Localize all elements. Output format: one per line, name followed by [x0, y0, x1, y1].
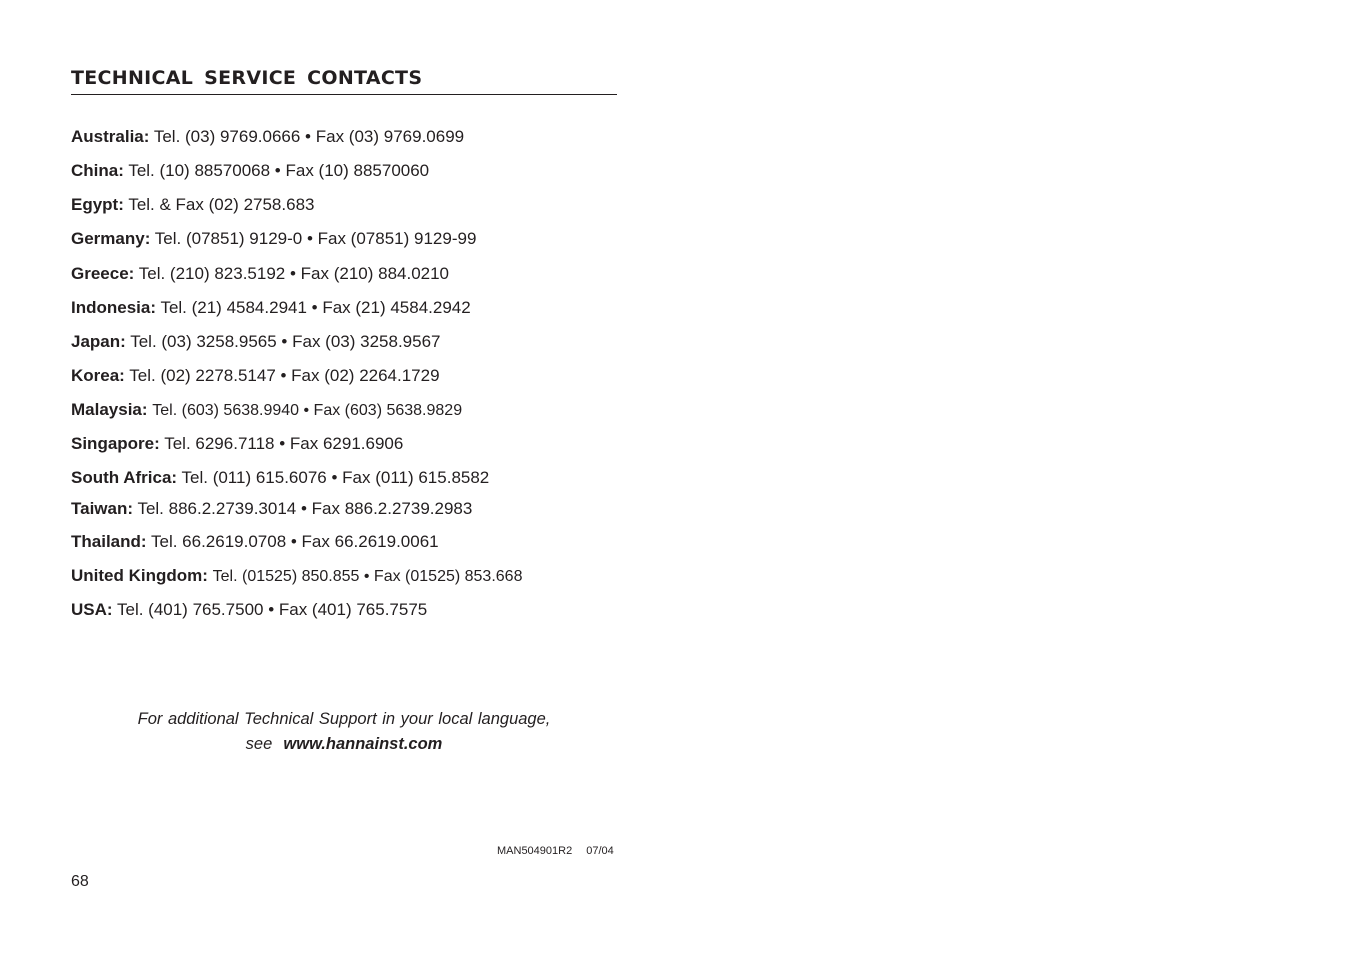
country-label: Australia: [71, 127, 150, 146]
contact-row-taiwan [71, 499, 472, 519]
contact-details: Tel. 66.2619.0708 • Fax 66.2619.0061 [150, 532, 439, 551]
country-label: Thailand: [71, 532, 147, 551]
contact-row-greece [71, 264, 449, 284]
country-label: Indonesia: [71, 298, 157, 317]
website-link[interactable]: www.hannainst.com [283, 735, 443, 753]
contact-row-united-kingdom [71, 566, 522, 587]
country-label: China: [71, 161, 124, 180]
contact-details: Tel. 886.2.2739.3014 • Fax 886.2.2739.2983 [137, 499, 473, 518]
document-code [497, 845, 614, 857]
country-label: Singapore: [71, 434, 160, 453]
contact-details: Tel. & Fax (02) 2758.683 [128, 195, 315, 214]
contact-row-thailand [71, 532, 439, 552]
country-label: Japan: [71, 332, 126, 351]
contact-details: Tel. (03) 9769.0666 • Fax (03) 9769.0699 [153, 127, 465, 146]
support-see: see [245, 735, 273, 753]
page-title: TECHNICAL SERVICE CONTACTS [71, 66, 617, 95]
contact-details: Tel. (07851) 9129-0 • Fax (07851) 9129-99 [154, 229, 477, 248]
support-link-line [71, 732, 617, 757]
contact-row-singapore [71, 434, 403, 454]
manual-date: 07/04 [586, 845, 614, 857]
contact-details: Tel. (401) 765.7500 • Fax (401) 765.7575 [116, 600, 428, 619]
country-label: Germany: [71, 229, 151, 248]
country-label: Malaysia: [71, 400, 148, 419]
contact-details: Tel. (603) 5638.9940 • Fax (603) 5638.9829 [152, 402, 463, 419]
contact-row-korea [71, 366, 440, 386]
contact-row-egypt [71, 195, 314, 215]
country-label: Taiwan: [71, 499, 134, 518]
contact-row-japan [71, 332, 441, 352]
support-line: For additional Technical Support in your local language, [137, 710, 551, 728]
country-label: Egypt: [71, 195, 124, 214]
contact-details: Tel. (03) 3258.9565 • Fax (03) 3258.9567 [130, 332, 441, 351]
contact-details: Tel. (011) 615.6076 • Fax (011) 615.8582 [181, 468, 490, 487]
country-label: Korea: [71, 366, 125, 385]
support-note [71, 707, 617, 757]
contact-row-germany [71, 229, 476, 249]
contact-row-indonesia [71, 298, 471, 318]
page-number: 68 [71, 873, 89, 890]
contact-details: Tel. (10) 88570068 • Fax (10) 88570060 [128, 161, 430, 180]
contact-row-china [71, 161, 429, 181]
country-label: South Africa: [71, 468, 178, 487]
contact-row-south-africa [71, 468, 489, 488]
manual-code: MAN504901R2 [497, 845, 573, 857]
contact-details: Tel. 6296.7118 • Fax 6291.6906 [164, 434, 404, 453]
contact-row-malaysia [71, 400, 462, 421]
country-label: USA: [71, 600, 113, 619]
contact-row-usa [71, 600, 427, 620]
contact-row-australia [71, 127, 464, 147]
country-label: Greece: [71, 264, 135, 283]
contact-details: Tel. (01525) 850.855 • Fax (01525) 853.668 [212, 568, 523, 585]
country-label: United Kingdom: [71, 566, 208, 585]
contact-details: Tel. (210) 823.5192 • Fax (210) 884.0210 [138, 264, 450, 283]
contact-details: Tel. (21) 4584.2941 • Fax (21) 4584.2942 [160, 298, 471, 317]
contact-details: Tel. (02) 2278.5147 • Fax (02) 2264.1729 [129, 366, 440, 385]
